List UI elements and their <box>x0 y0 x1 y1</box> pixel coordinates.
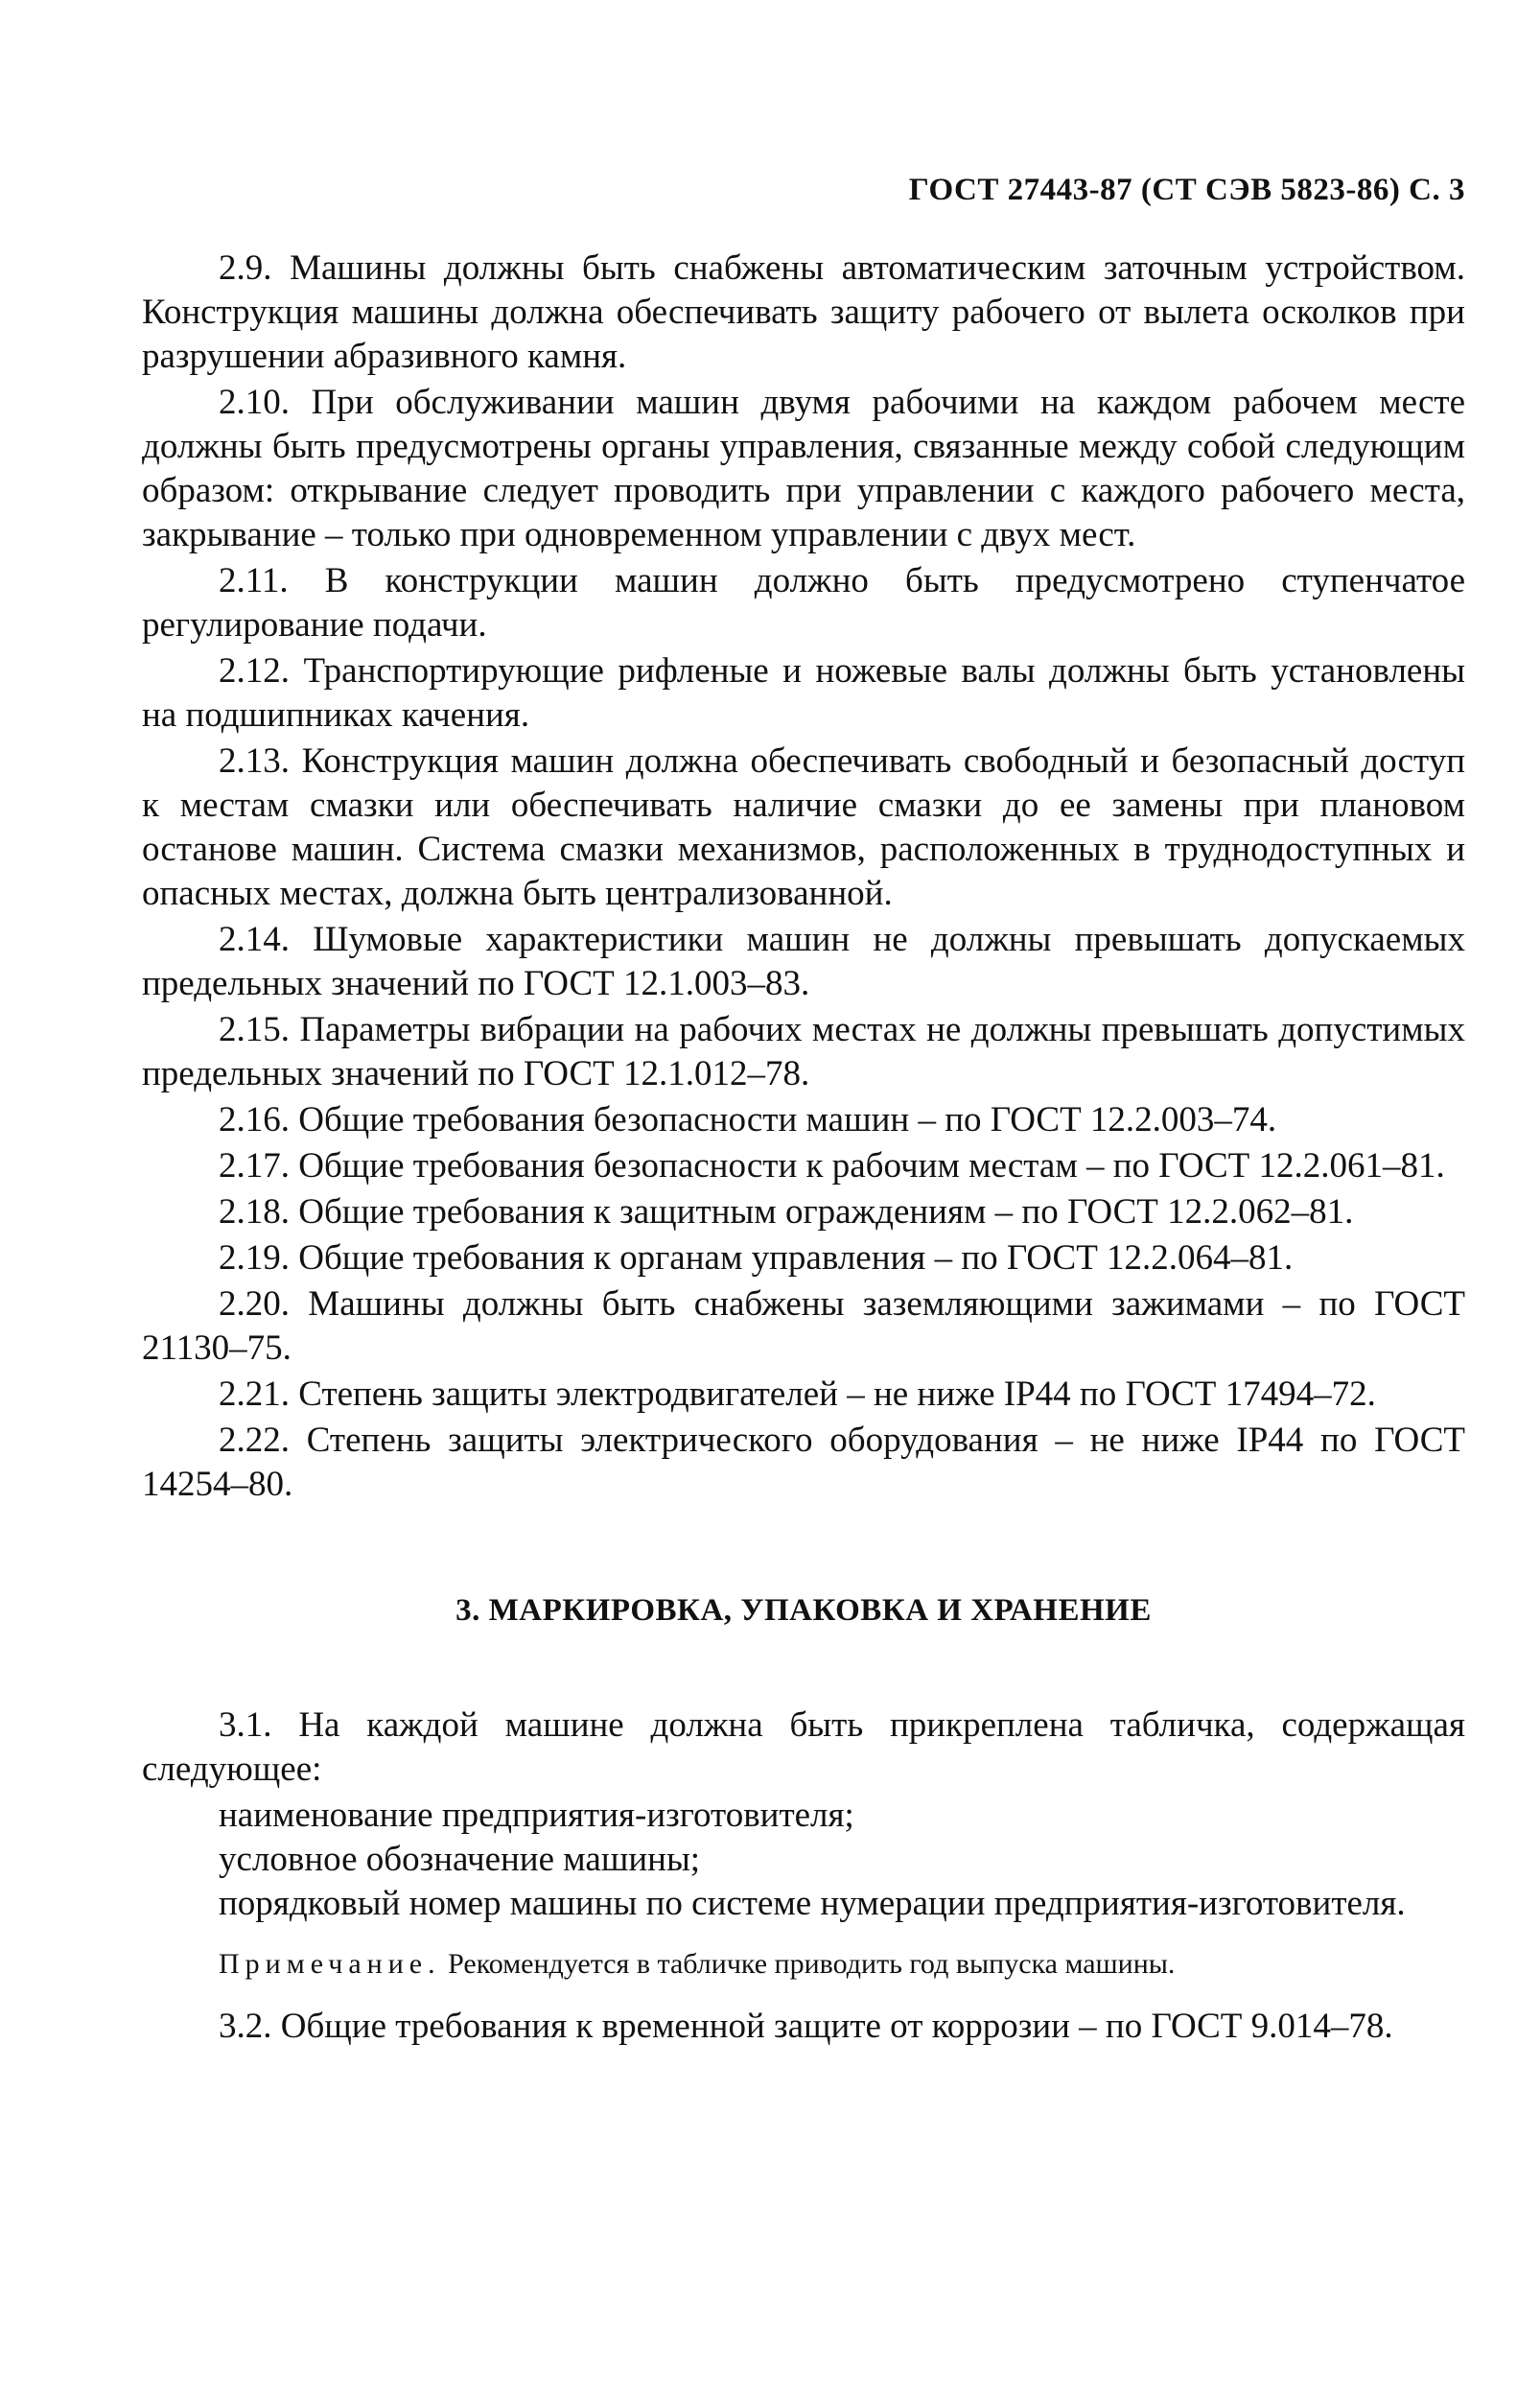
paragraph-2-17: 2.17. Общие требования безопасности к рабочим местам – по ГОСТ 12.2.061–81. <box>219 1146 1445 1186</box>
paragraph-2-20: 2.20. Машины должны быть снабжены заземляющими зажимами – по ГОСТ 21130–75. <box>142 1284 1465 1368</box>
paragraph-2-11: 2.11. В конструкции машин должно быть предусмотрено ступенчатое регулирование подачи. <box>142 561 1465 645</box>
paragraph-3-1: 3.1. На каждой машине должна быть прикреплена табличка, содержащая следующее: <box>142 1705 1465 1789</box>
list-item-designation: условное обозначение машины; <box>219 1840 701 1879</box>
note-text: Рекомендуется в табличке приводить год выпуска машины. <box>448 1948 1176 1980</box>
paragraph-2-16: 2.16. Общие требования безопасности машин – по ГОСТ 12.2.003–74. <box>219 1100 1277 1139</box>
paragraph-2-9: 2.9. Машины должны быть снабжены автоматическим заточным устройством. Конструкция машины должна обеспечивать защиту рабочего от вылета осколков при разрушении абразивного камня. <box>142 248 1465 376</box>
paragraph-2-22: 2.22. Степень защиты электрического оборудования – не ниже IP44 по ГОСТ 14254–80. <box>142 1421 1465 1504</box>
paragraph-2-13: 2.13. Конструкция машин должна обеспечивать свободный и безопасный доступ к местам смазки или обеспечивать наличие смазки до ее замены при плановом останове машин. Система смазки механизмов, расположенных в труднодоступных и опасных местах, должна быть централизованной. <box>142 741 1465 913</box>
note-label: Примечание. <box>219 1948 441 1980</box>
note <box>142 1943 1465 1985</box>
paragraph-2-12: 2.12. Транспортирующие рифленые и ножевые валы должны быть установлены на подшипниках качения. <box>142 651 1465 735</box>
document-page <box>142 173 1465 2051</box>
paragraph-2-10: 2.10. При обслуживании машин двумя рабочими на каждом рабочем месте должны быть предусмотрены органы управления, связанные между собой следующим образом: открывание следует проводить при управлении с каждого рабочего места, закрывание – только при одновременном управлении с двух мест. <box>142 383 1465 554</box>
paragraph-2-15: 2.15. Параметры вибрации на рабочих местах не должны превышать допустимых предельных значений по ГОСТ 12.1.012–78. <box>142 1010 1465 1093</box>
page-header: ГОСТ 27443-87 (СТ СЭВ 5823-86) С. 3 <box>908 173 1465 207</box>
list-item-serial-number: порядковый номер машины по системе нумерации предприятия-изготовителя. <box>219 1884 1406 1923</box>
paragraph-2-18: 2.18. Общие требования к защитным ограждениям – по ГОСТ 12.2.062–81. <box>219 1192 1354 1232</box>
paragraph-2-19: 2.19. Общие требования к органам управления – по ГОСТ 12.2.064–81. <box>219 1238 1294 1278</box>
section-3-title: 3. МАРКИРОВКА, УПАКОВКА И ХРАНЕНИЕ <box>455 1593 1152 1628</box>
paragraph-2-14: 2.14. Шумовые характеристики машин не должны превышать допускаемых предельных значений по ГОСТ 12.1.003–83. <box>142 920 1465 1003</box>
paragraph-2-21: 2.21. Степень защиты электродвигателей – не ниже IP44 по ГОСТ 17494–72. <box>219 1374 1376 1414</box>
list-item-manufacturer: наименование предприятия-изготовителя; <box>219 1796 854 1835</box>
paragraph-3-2: 3.2. Общие требования к временной защите от коррозии – по ГОСТ 9.014–78. <box>219 2007 1393 2046</box>
